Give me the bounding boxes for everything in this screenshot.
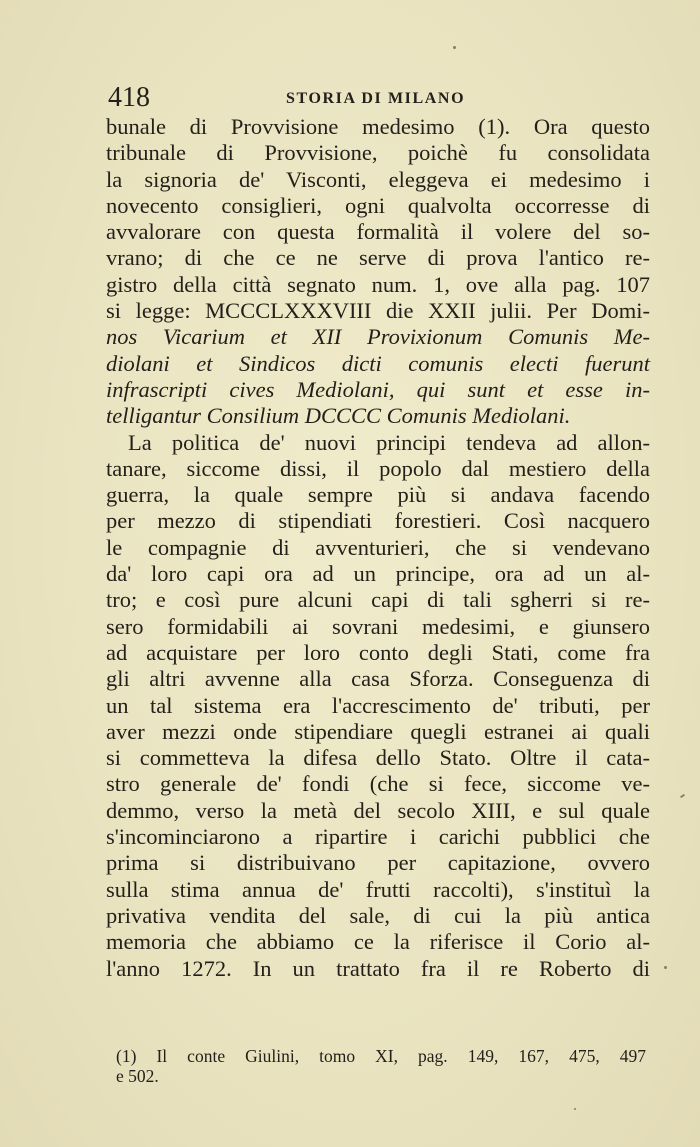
text-line: tanare, siccome dissi, il popolo dal mestiero della — [106, 455, 650, 481]
footnote-line: e 502. — [116, 1066, 159, 1086]
text-line: si commetteva la difesa dello Stato. Oltre il cata- — [106, 745, 650, 771]
paragraph-start-line: La politica de' nuovi principi tendeva ad allon- — [128, 429, 650, 455]
page-number: 418 — [108, 82, 150, 113]
text-line: prima si distribuivano per capitazione, ovvero — [106, 850, 650, 876]
text-line: stro generale de' fondi (che si fece, siccome ve- — [106, 771, 650, 797]
text-line: da' loro capi ora ad un principe, ora ad un al- — [106, 561, 650, 587]
text-line: gli altri avvenne alla casa Sforza. Conseguenza di — [106, 666, 650, 692]
text-line: tribunale di Provvisione, poichè fu consolidata — [106, 140, 650, 166]
text-line: sulla stima annua de' frutti raccolti), s'instituì la — [106, 876, 650, 902]
text-line: l'anno 1272. In un trattato fra il re Roberto di — [106, 955, 650, 981]
text-line: memoria che abbiamo ce la riferisce il Corio al- — [106, 929, 650, 955]
text-line: s'incominciarono a ripartire i carichi pubblici che — [106, 824, 650, 850]
text-line: gistro della città segnato num. 1, ove alla pag. 107 — [106, 271, 650, 297]
latin-quote-line: diolani et Sindicos dicti comunis electi fuerunt — [106, 350, 650, 376]
text-line: ad acquistare per loro conto degli Stati, come fra — [106, 639, 650, 665]
text-line: per mezzo di stipendiati forestieri. Così nacquero — [106, 508, 650, 534]
text-line: privativa vendita del sale, di cui la più antica — [106, 902, 650, 928]
latin-quote-line: nos Vicarium et XII Provixionum Comunis Me- — [106, 324, 650, 350]
body-text — [106, 114, 650, 982]
paper-speck — [574, 1108, 576, 1110]
text-line: vrano; di che ce ne serve di prova l'antico re- — [106, 245, 650, 271]
paper-speck — [664, 966, 667, 969]
text-line: tro; e così pure alcuni capi di tali sgherri si re- — [106, 587, 650, 613]
latin-quote-line: infrascripti cives Mediolani, qui sunt et esse in- — [106, 376, 650, 402]
text-line: demmo, verso la metà del secolo XIII, e sul quale — [106, 797, 650, 823]
text-line: bunale di Provvisione medesimo (1). Ora questo — [106, 114, 650, 139]
text-line: le compagnie di avventurieri, che si vendevano — [106, 534, 650, 560]
page-header — [108, 82, 653, 114]
text-line: avvalorare con questa formalità il volere del so- — [106, 219, 650, 245]
footnote-line: (1) Il conte Giulini, tomo XI, pag. 149, 167, 475, 497 — [116, 1046, 646, 1066]
text-line: la signoria de' Visconti, eleggeva ei medesimo i — [106, 166, 650, 192]
latin-quote-line: telligantur Consilium DCCCC Comunis Mediolani. — [106, 403, 571, 429]
footnote — [116, 1046, 646, 1086]
text-line: aver mezzi onde stipendiare quegli estranei ai quali — [106, 718, 650, 744]
text-line: guerra, la quale sempre più si andava facendo — [106, 482, 650, 508]
text-line: si legge: MCCCLXXXVIII die XXII julii. Per Domi- — [106, 298, 650, 324]
text-line: un tal sistema era l'accrescimento de' tributi, per — [106, 692, 650, 718]
running-title: STORIA DI MILANO — [286, 90, 466, 107]
paper-speck — [453, 46, 456, 49]
text-line: novecento consiglieri, ogni qualvolta occorresse di — [106, 192, 650, 218]
paper-speck — [680, 794, 685, 799]
text-line: sero formidabili ai sovrani medesimi, e giunsero — [106, 613, 650, 639]
